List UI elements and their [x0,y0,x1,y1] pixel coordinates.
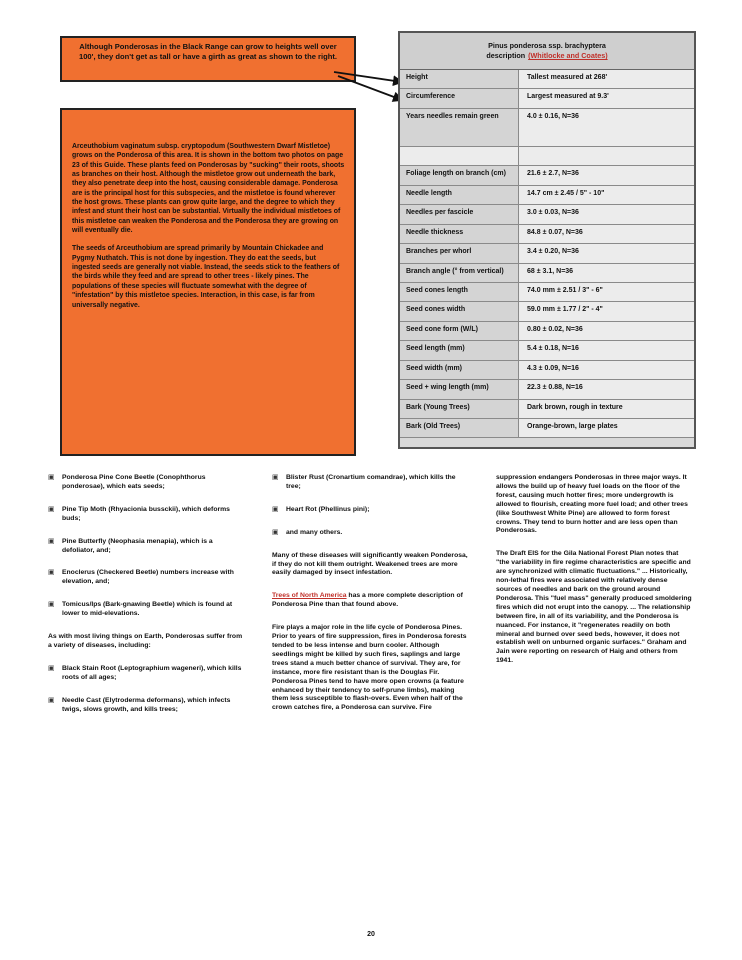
diseases-paragraph: Many of these diseases will significantly weaken Ponderosa, if they do not kill them outright. Weakened trees are more easily damaged by insect infestation. [272,551,468,577]
ponderosa-description-table [398,31,696,449]
table-row [400,361,694,380]
table-row [400,70,694,89]
table-row [400,380,694,399]
row-label: Seed length (mm) [400,341,519,359]
bullet-item [48,697,244,715]
trees-reference-text: has a more complete description of Ponderosa Pine than that found above. [272,592,463,609]
text-column-1 [48,474,244,729]
table-row [400,225,694,244]
bullet-item [48,474,244,492]
bullet-icon: ▣ [272,505,279,513]
row-label: Seed cone form (W/L) [400,322,519,340]
row-value: 59.0 mm ± 1.77 / 2" - 4" [519,302,694,320]
bullet-icon: ▣ [48,474,55,481]
bullet-icon: ▣ [48,537,55,545]
arrow-to-height [334,72,402,82]
text-column-3 [496,474,692,680]
bullet-icon: ▣ [272,474,279,481]
row-value: 3.4 ± 0.20, N=36 [519,244,694,262]
text-column-2 [272,474,468,727]
table-row [400,186,694,205]
table-row [400,341,694,360]
bullet-text: Black Stain Root (Leptographium wageneri), which kills roots of all ages; [62,664,242,681]
trees-reference-paragraph [272,592,468,610]
table-row [400,322,694,341]
callout-paragraph: Arceuthobium vaginatum subsp. cryptopodum (Southwestern Dwarf Mistletoe) grows on the Ponderosa of this area. It is shown in the bottom two photos on page 23 of this Guide. These plants feed on Ponderosas by "sucking" their roots, shoots as branches on their host. Although the mistletoe grow out underneath the bark, they also penetrate deep into the host, causing considerable damage. Ponderosa are is the principal host for this subspecies, and the mistletoe is found wherever the host grows. These plants can grow quite large, and the degree to which they infest and stunt their host can be substantial. Virtually the individual mistletoes of this mistletoe can weaken the Ponderosa and the Ponderosa they are growing on will eventually die. [72,143,345,235]
row-label: Bark (Young Trees) [400,400,519,418]
bullet-item [48,665,244,683]
bullet-item [48,538,244,556]
row-label: Foliage length on branch (cm) [400,166,519,184]
table-row [400,89,694,108]
bullet-item [48,601,244,619]
diseases-intro: As with most living things on Earth, Ponderosas suffer from a variety of diseases, including: [48,633,243,649]
row-label: Needle thickness [400,225,519,243]
table-row [400,419,694,438]
callout-paragraph: The seeds of Arceuthobium are spread primarily by Mountain Chickadee and Pygmy Nuthatch. This is not done by ingestion. They do eat the seeds, but ingested seeds are generally not viable. Instead, the seeds stick to the feathers of the birds while they feed and are spread to other trees - likely pines. The populations of these species will fluctuate somewhat with the degree of "infestation" by this mistletoe species. Interaction, in this case, is far from universally negative. [72,245,340,309]
fire-suppression-paragraph: suppression endangers Ponderosas in three major ways. It allows the build up of heavy fuel loads on the floor of the forest, causing much hotter fires; more undergrowth is allowed to flourish, creating more fuel load; and other trees (like Southwest White Pine) are allowed to form forest crowns. They tend to burn hotter and are less open than Ponderosas. [496,474,688,535]
row-label: Branch angle (° from vertical) [400,264,519,282]
table-row [400,302,694,321]
row-label: Seed cones length [400,283,519,301]
row-label: Height [400,70,519,88]
trees-of-north-america-link[interactable]: Trees of North America [272,592,347,600]
table-row [400,205,694,224]
page-number: 20 [367,931,375,938]
row-value: 4.3 ± 0.09, N=16 [519,361,694,379]
table-row [400,166,694,185]
row-value: 21.6 ± 2.7, N=36 [519,166,694,184]
bullet-item [272,506,468,515]
table-row [400,400,694,419]
bullet-icon: ▣ [48,601,55,609]
row-value: 3.0 ± 0.03, N=36 [519,205,694,223]
bullet-item [48,569,244,587]
row-label: Bark (Old Trees) [400,419,519,437]
callout-mistletoe [60,108,356,456]
callout-height-note: Although Ponderosas in the Black Range can grow to heights well over 100', they don't get as tall or have a girth as great as shown to the right. [60,36,356,82]
bullet-item [272,529,468,538]
bullet-item [272,474,468,492]
row-label: Seed + wing length (mm) [400,380,519,398]
eis-paragraph: The Draft EIS for the Gila National Forest Plan notes that "the variability in fire regime characteristics are specific and are synchronized with climatic fluctuations." ... Historically, non-lethal fires were associated with relatively dense sources of needles and bark on the ground around Ponderosa. This "fuel mass" generally produced smoldering fires which did not erupt into the canopy. ... The relationship between fire, in all of its variability, and the Ponderosa is nuanced. For instance, it "regenerates readily on both mineral and burned over seed beds, however, it does not establish well on unburned organic surfaces." Graham and Jain were reporting on research of Haig and others from 1941. [496,550,692,665]
bullet-icon: ▣ [48,505,55,513]
table-subtitle: description [486,51,526,60]
row-value: Orange-brown, large plates [519,419,694,437]
row-label: Branches per whorl [400,244,519,262]
bullet-text: Enoclerus (Checkered Beetle) numbers increase with elevation, and; [62,569,234,586]
bullet-icon: ▣ [48,696,55,704]
row-label: Seed width (mm) [400,361,519,379]
arrow-to-circumference [338,76,402,100]
table-row [400,109,694,147]
table-row [400,264,694,283]
bullet-text: Pine Tip Moth (Rhyacionia bussckii), which deforms buds; [62,505,230,522]
bullet-text: Pine Butterfly (Neophasia menapia), which is a defoliator, and; [62,537,213,554]
bullet-text: Heart Rot (Phellinus pini); [286,505,370,513]
row-value: 14.7 cm ± 2.45 / 5" - 10" [519,186,694,204]
table-spacer-row [400,147,694,166]
row-value: 0.80 ± 0.02, N=36 [519,322,694,340]
row-value: Dark brown, rough in texture [519,400,694,418]
row-value: 68 ± 3.1, N=36 [519,264,694,282]
row-value: 22.3 ± 0.88, N=16 [519,380,694,398]
table-row [400,244,694,263]
bullet-text: and many others. [286,528,343,536]
bullet-text: Needle Cast (Elytroderma deformans), which infects twigs, slows growth, and kills trees; [62,696,231,713]
table-row [400,283,694,302]
row-value: 84.8 ± 0.07, N=36 [519,225,694,243]
row-value: 5.4 ± 0.18, N=16 [519,341,694,359]
row-label: Years needles remain green [400,109,519,146]
table-title: Pinus ponderosa ssp. brachyptera [488,41,606,50]
bullet-text: Tomicus/Ips (Bark-gnawing Beetle) which is found at lower to mid-elevations. [62,601,233,618]
bullet-icon: ▣ [48,569,55,577]
row-value: Tallest measured at 268' [519,70,694,88]
bullet-icon: ▣ [48,664,55,672]
row-value: Largest measured at 9.3' [519,89,694,107]
table-source-link[interactable]: (Whitlocke and Coates) [528,51,608,60]
bullet-icon: ▣ [272,528,279,536]
row-label: Needles per fascicle [400,205,519,223]
fire-paragraph: Fire plays a major role in the life cycle of Ponderosa Pines. Prior to years of fire suppression, fires in Ponderosa forests tended to be less intense and burn cooler. Although seedlings might be killed by such fires, saplings and large trees stand a much better chance of survival. They are, for instance, more fire resistant than is the Douglas Fir. Ponderosa Pines tend to have more open crowns (a feature enhanced by their tendency to self-prune limbs), making them less susceptible to flash-overs. Even when half of the crown catches fire, a Ponderosa can survive. Fire [272,624,467,712]
row-label: Needle length [400,186,519,204]
bullet-text: Blister Rust (Cronartium comandrae), which kills the tree; [286,474,456,490]
table-header [400,33,694,70]
row-label: Circumference [400,89,519,107]
bullet-item [48,506,244,524]
row-value: 4.0 ± 0.16, N=36 [519,109,694,146]
row-label: Seed cones width [400,302,519,320]
row-value: 74.0 mm ± 2.51 / 3" - 6" [519,283,694,301]
bullet-text: Ponderosa Pine Cone Beetle (Conophthorus ponderosae), which eats seeds; [62,474,206,490]
